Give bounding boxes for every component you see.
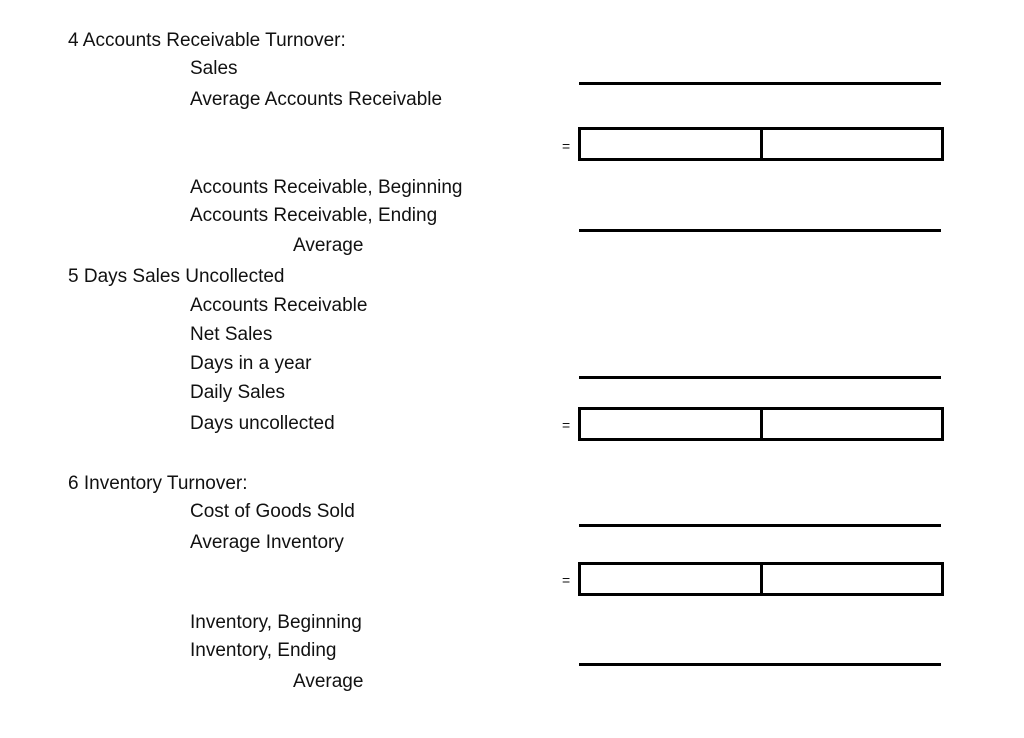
section-4-heading: 4 Accounts Receivable Turnover:	[68, 30, 346, 51]
cogs-label: Cost of Goods Sold	[190, 501, 355, 522]
inventory-beginning-label: Inventory, Beginning	[190, 612, 362, 633]
inventory-ending-underline	[579, 663, 941, 666]
cogs-underline	[579, 524, 941, 527]
ar-average-label: Average	[293, 235, 364, 256]
days-in-year-label: Days in a year	[190, 353, 312, 374]
inventory-ending-label: Inventory, Ending	[190, 640, 337, 661]
net-sales-label: Net Sales	[190, 324, 273, 345]
ar-ending-label: Accounts Receivable, Ending	[190, 205, 438, 226]
ar-ending-underline	[579, 229, 941, 232]
average-inventory-label: Average Inventory	[190, 532, 344, 553]
answer-box-divider	[760, 565, 763, 593]
days-uncollected-answer-box[interactable]	[578, 407, 944, 441]
days-in-year-underline	[579, 376, 941, 379]
accounts-receivable-label: Accounts Receivable	[190, 295, 368, 316]
section-5-heading: 5 Days Sales Uncollected	[68, 266, 285, 287]
equals-sign: =	[562, 572, 571, 588]
sales-underline	[579, 82, 941, 85]
section-6-heading: 6 Inventory Turnover:	[68, 473, 248, 494]
inventory-average-label: Average	[293, 671, 364, 692]
sales-label: Sales	[190, 58, 238, 79]
answer-box-divider	[760, 130, 763, 158]
equals-sign: =	[562, 138, 571, 154]
equals-sign: =	[562, 417, 571, 433]
ar-beginning-label: Accounts Receivable, Beginning	[190, 177, 463, 198]
inventory-turnover-answer-box[interactable]	[578, 562, 944, 596]
daily-sales-label: Daily Sales	[190, 382, 286, 403]
answer-box-divider	[760, 410, 763, 438]
average-ar-label: Average Accounts Receivable	[190, 89, 443, 110]
days-uncollected-label: Days uncollected	[190, 413, 335, 434]
ar-turnover-answer-box[interactable]	[578, 127, 944, 161]
